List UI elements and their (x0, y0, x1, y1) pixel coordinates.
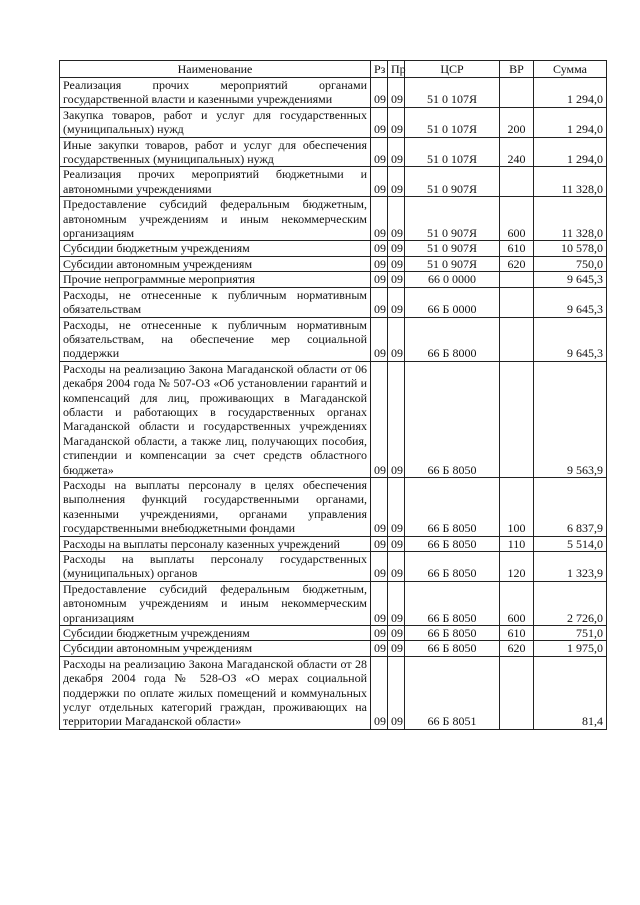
row-pr: 09 (388, 241, 405, 256)
row-rz: 09 (371, 107, 388, 137)
table-row (60, 477, 607, 536)
row-vr: 610 (500, 241, 534, 256)
table-row (60, 552, 607, 582)
row-name: Расходы на реализацию Закона Магаданской области от 28 декабря 2004 года № 528-ОЗ «О мерах социальной поддержки по оплате жилых помещений и коммунальных услуг отдельных категорий граждан, проживающих на территории Магаданской области» (60, 656, 371, 729)
row-vr (500, 78, 534, 108)
table-row (60, 137, 607, 167)
row-sum: 1 294,0 (534, 78, 607, 108)
row-csr: 51 0 107Я (405, 137, 500, 167)
row-vr: 600 (500, 197, 534, 241)
row-pr: 09 (388, 78, 405, 108)
row-name: Субсидии автономным учреждениям (60, 641, 371, 656)
table-row (60, 167, 607, 197)
row-sum: 11 328,0 (534, 167, 607, 197)
row-name: Субсидии автономным учреждениям (60, 256, 371, 271)
table-row (60, 361, 607, 477)
row-vr (500, 167, 534, 197)
row-rz: 09 (371, 536, 388, 551)
row-pr: 09 (388, 287, 405, 317)
row-name: Субсидии бюджетным учреждениям (60, 626, 371, 641)
row-rz: 09 (371, 626, 388, 641)
row-sum: 9 563,9 (534, 361, 607, 477)
table-row (60, 317, 607, 361)
row-csr: 51 0 107Я (405, 107, 500, 137)
row-name: Иные закупки товаров, работ и услуг для обеспечения государственных (муниципальных) нужд (60, 137, 371, 167)
row-name: Расходы на реализацию Закона Магаданской области от 06 декабря 2004 года № 507-ОЗ «Об установлении гарантий и компенсаций для лиц, проживающих в Магаданской области и работающих в государственных органах Магаданской области и государственных учреждениях Магаданской области, а также лиц, получающих пособия, стипендии и компенсации за счет средств областного бюджета» (60, 361, 371, 477)
table-row (60, 197, 607, 241)
row-vr (500, 361, 534, 477)
row-sum: 751,0 (534, 626, 607, 641)
row-sum: 10 578,0 (534, 241, 607, 256)
row-csr: 51 0 907Я (405, 256, 500, 271)
table-row (60, 656, 607, 729)
row-pr: 09 (388, 137, 405, 167)
row-csr: 66 Б 0000 (405, 287, 500, 317)
row-name: Закупка товаров, работ и услуг для государственных (муниципальных) нужд (60, 107, 371, 137)
row-vr (500, 287, 534, 317)
row-pr: 09 (388, 641, 405, 656)
row-sum: 5 514,0 (534, 536, 607, 551)
row-name: Субсидии бюджетным учреждениям (60, 241, 371, 256)
row-vr (500, 317, 534, 361)
row-sum: 9 645,3 (534, 317, 607, 361)
row-pr: 09 (388, 552, 405, 582)
row-csr: 66 Б 8000 (405, 317, 500, 361)
row-rz: 09 (371, 317, 388, 361)
row-pr: 09 (388, 167, 405, 197)
row-name: Предоставление субсидий федеральным бюджетным, автономным учреждениям и иным некоммерческим организациям (60, 581, 371, 625)
row-vr: 620 (500, 256, 534, 271)
row-pr: 09 (388, 361, 405, 477)
header-sum: Сумма (534, 61, 607, 78)
row-sum: 1 323,9 (534, 552, 607, 582)
row-rz: 09 (371, 137, 388, 167)
row-csr: 51 0 907Я (405, 241, 500, 256)
row-sum: 9 645,3 (534, 272, 607, 287)
row-name: Реализация прочих мероприятий органами государственной власти и казенными учреждениями (60, 78, 371, 108)
row-csr: 51 0 107Я (405, 78, 500, 108)
row-name: Прочие непрограммные мероприятия (60, 272, 371, 287)
row-rz: 09 (371, 361, 388, 477)
row-rz: 09 (371, 167, 388, 197)
row-vr: 600 (500, 581, 534, 625)
row-sum: 9 645,3 (534, 287, 607, 317)
table-row (60, 536, 607, 551)
row-name: Расходы на выплаты персоналу государственных (муниципальных) органов (60, 552, 371, 582)
row-sum: 1 294,0 (534, 137, 607, 167)
row-vr (500, 272, 534, 287)
row-sum: 1 975,0 (534, 641, 607, 656)
row-rz: 09 (371, 656, 388, 729)
table-row (60, 256, 607, 271)
row-name: Расходы на выплаты персоналу в целях обеспечения выполнения функций государственными органами, казенными учреждениями, органами управления государственными внебюджетными фондами (60, 477, 371, 536)
row-rz: 09 (371, 78, 388, 108)
row-name: Реализация прочих мероприятий бюджетными и автономными учреждениями (60, 167, 371, 197)
row-pr: 09 (388, 272, 405, 287)
table-row (60, 107, 607, 137)
row-pr: 09 (388, 256, 405, 271)
table-header-row (60, 61, 607, 78)
row-pr: 09 (388, 536, 405, 551)
header-name: Наименование (60, 61, 371, 78)
row-rz: 09 (371, 241, 388, 256)
header-pr: Пр (388, 61, 405, 78)
row-pr: 09 (388, 626, 405, 641)
table-row (60, 272, 607, 287)
row-csr: 51 0 907Я (405, 197, 500, 241)
row-rz: 09 (371, 272, 388, 287)
row-rz: 09 (371, 552, 388, 582)
row-csr: 66 Б 8050 (405, 536, 500, 551)
row-sum: 2 726,0 (534, 581, 607, 625)
row-name: Предоставление субсидий федеральным бюджетным, автономным учреждениям и иным некоммерческим организациям (60, 197, 371, 241)
row-pr: 09 (388, 197, 405, 241)
header-vr: ВР (500, 61, 534, 78)
row-vr: 110 (500, 536, 534, 551)
row-sum: 6 837,9 (534, 477, 607, 536)
row-csr: 66 0 0000 (405, 272, 500, 287)
row-vr: 610 (500, 626, 534, 641)
row-pr: 09 (388, 317, 405, 361)
document-page (59, 60, 606, 730)
row-csr: 66 Б 8050 (405, 626, 500, 641)
row-csr: 51 0 907Я (405, 167, 500, 197)
row-rz: 09 (371, 641, 388, 656)
row-csr: 66 Б 8050 (405, 477, 500, 536)
row-rz: 09 (371, 256, 388, 271)
row-csr: 66 Б 8050 (405, 581, 500, 625)
row-sum: 81,4 (534, 656, 607, 729)
header-csr: ЦСР (405, 61, 500, 78)
row-sum: 1 294,0 (534, 107, 607, 137)
table-row (60, 287, 607, 317)
row-name: Расходы, не отнесенные к публичным нормативным обязательствам (60, 287, 371, 317)
row-vr: 240 (500, 137, 534, 167)
row-vr: 200 (500, 107, 534, 137)
table-row (60, 641, 607, 656)
row-vr: 620 (500, 641, 534, 656)
header-rz: Рз (371, 61, 388, 78)
row-csr: 66 Б 8050 (405, 641, 500, 656)
table-row (60, 626, 607, 641)
row-name: Расходы, не отнесенные к публичным нормативным обязательствам, на обеспечение мер социальной поддержки (60, 317, 371, 361)
row-csr: 66 Б 8050 (405, 361, 500, 477)
row-sum: 750,0 (534, 256, 607, 271)
table-row (60, 581, 607, 625)
table-row (60, 78, 607, 108)
row-vr: 100 (500, 477, 534, 536)
row-vr: 120 (500, 552, 534, 582)
budget-table (59, 60, 607, 730)
row-rz: 09 (371, 287, 388, 317)
row-rz: 09 (371, 197, 388, 241)
row-vr (500, 656, 534, 729)
row-pr: 09 (388, 656, 405, 729)
row-name: Расходы на выплаты персоналу казенных учреждений (60, 536, 371, 551)
row-pr: 09 (388, 107, 405, 137)
row-pr: 09 (388, 477, 405, 536)
row-rz: 09 (371, 477, 388, 536)
row-csr: 66 Б 8051 (405, 656, 500, 729)
table-row (60, 241, 607, 256)
row-rz: 09 (371, 581, 388, 625)
row-pr: 09 (388, 581, 405, 625)
row-sum: 11 328,0 (534, 197, 607, 241)
row-csr: 66 Б 8050 (405, 552, 500, 582)
